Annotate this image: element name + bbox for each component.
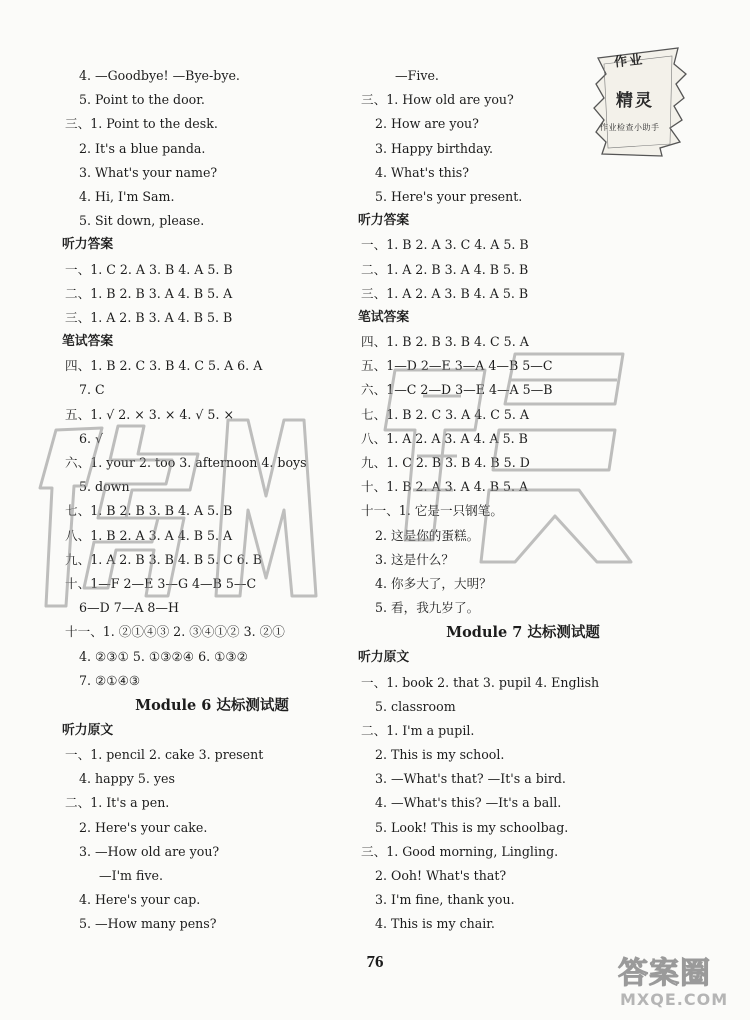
answer-line: 九、1. A 2. B 3. B 4. B 5. C 6. B	[65, 551, 263, 567]
answer-line: 6—D 7—A 8—H	[79, 600, 179, 616]
answer-line: 6. √	[79, 430, 104, 446]
page-number: 76	[366, 952, 384, 971]
answer-line: 四、1. B 2. C 3. B 4. C 5. A 6. A	[65, 358, 263, 374]
answer-line: 3. 这是什么？	[375, 551, 454, 567]
answer-line: 5. 看，我九岁了。	[375, 600, 480, 616]
answer-line: 四、1. B 2. B 3. B 4. C 5. A	[361, 334, 529, 350]
corner-logo-url: MXQE.COM	[620, 990, 729, 1009]
answer-line: 三、1. How old are you?	[361, 92, 514, 108]
section-heading: 听力原文	[62, 722, 114, 738]
answer-line: 三、1. Point to the desk.	[65, 116, 218, 132]
watermark-right	[365, 340, 655, 580]
answer-line: 5. classroom	[375, 698, 456, 714]
answer-line: 3. Happy birthday.	[375, 140, 494, 156]
answer-line: 2. This is my school.	[375, 747, 505, 763]
answer-line: 3. I'm fine, thank you.	[375, 892, 515, 908]
answer-line: 一、1. C 2. A 3. B 4. A 5. B	[65, 261, 233, 277]
answer-line: 3. —What's that? —It's a bird.	[375, 771, 566, 787]
answer-line: 4. —Goodbye! —Bye-bye.	[79, 68, 240, 83]
answer-line: 5. —How many pens?	[79, 916, 217, 932]
answer-line: 三、1. Good morning, Lingling.	[361, 843, 559, 859]
answer-line: 五、1. √ 2. × 3. × 4. √ 5. ×	[65, 406, 235, 422]
answer-line: 3. —How old are you?	[79, 843, 220, 859]
answer-line: 4. Here's your cap.	[79, 892, 201, 908]
answer-line: 2. How are you?	[375, 116, 479, 132]
answer-line: 三、1. A 2. A 3. B 4. A 5. B	[361, 285, 529, 301]
answer-line: 4. Hi, I'm Sam.	[79, 188, 175, 204]
answer-line: 4. happy 5. yes	[79, 771, 175, 787]
answer-line: 一、1. book 2. that 3. pupil 4. English	[361, 674, 600, 690]
answer-line: 二、1. I'm a pupil.	[361, 722, 475, 738]
answer-line: 八、1. B 2. A 3. A 4. B 5. A	[65, 527, 233, 543]
stamp-text-top: 作业	[613, 52, 645, 71]
answer-line: 5. down	[79, 479, 130, 495]
answer-line: —Five.	[395, 68, 439, 83]
corner-logo-title: 答案圈	[618, 956, 711, 991]
answer-line: 八、1. A 2. A 3. A 4. A 5. B	[361, 430, 528, 446]
answer-line: 二、1. It's a pen.	[65, 795, 170, 811]
answer-line: 3. What's your name?	[79, 164, 218, 180]
answer-line: 九、1. C 2. B 3. B 4. B 5. D	[361, 455, 530, 470]
answer-line: 十、1. B 2. A 3. A 4. B 5. A	[361, 479, 529, 495]
module-title: Module 6 达标测试题	[135, 696, 289, 714]
answer-line: 4. ②③① 5. ①③②④ 6. ①③②	[79, 648, 248, 664]
answer-line: 5. Point to the door.	[79, 92, 205, 108]
stamp-text-main: 精灵	[616, 91, 654, 111]
answer-line: 4. 你多大了，大明？	[375, 575, 492, 591]
answer-line: 2. Ooh! What's that?	[375, 868, 507, 883]
module-title: Module 7 达标测试题	[446, 624, 600, 642]
answer-line: 六、1—C 2—D 3—E 4—A 5—B	[361, 382, 553, 398]
answer-line: 一、1. B 2. A 3. C 4. A 5. B	[361, 237, 529, 253]
answer-line: 五、1—D 2—E 3—A 4—B 5—C	[361, 358, 553, 374]
stamp-logo	[590, 44, 690, 160]
answer-line: 六、1. your 2. too 3. afternoon 4. boys	[65, 455, 307, 470]
answer-line: 二、1. A 2. B 3. A 4. B 5. B	[361, 261, 529, 277]
answer-line: 4. What's this?	[375, 164, 469, 180]
answer-line: 十、1—F 2—E 3—G 4—B 5—C	[65, 575, 257, 591]
answer-line: 十一、1. ②①④③ 2. ③④①② 3. ②①	[65, 624, 285, 640]
answer-line: 5. Look! This is my schoolbag.	[375, 819, 569, 835]
section-heading: 听力原文	[358, 650, 410, 666]
answer-line: 4. This is my chair.	[375, 916, 495, 932]
section-heading: 听力答案	[358, 213, 410, 229]
answer-line: 5. Sit down, please.	[79, 213, 205, 229]
watermark-left	[22, 400, 352, 620]
answer-line: 一、1. pencil 2. cake 3. present	[65, 747, 264, 763]
answer-line: —I'm five.	[99, 868, 163, 883]
answer-line: 2. 这是你的蛋糕。	[375, 527, 480, 543]
section-heading: 听力答案	[62, 237, 114, 253]
answer-line: 二、1. B 2. B 3. A 4. B 5. A	[65, 285, 233, 301]
answer-line: 4. —What's this? —It's a ball.	[375, 795, 562, 811]
answer-line: 2. Here's your cake.	[79, 819, 208, 835]
answer-line: 7. C	[79, 382, 105, 398]
answer-line: 十一、1. 它是一只钢笔。	[361, 503, 503, 519]
answer-line: 7. ②①④③	[79, 672, 141, 688]
answer-line: 七、1. B 2. B 3. B 4. A 5. B	[65, 503, 233, 519]
section-heading: 笔试答案	[62, 334, 114, 350]
answer-line: 5. Here's your present.	[375, 188, 523, 204]
corner-logo	[612, 946, 742, 1016]
answer-line: 2. It's a blue panda.	[79, 140, 206, 156]
stamp-text-sub: 作业检查小助手	[600, 123, 660, 132]
section-heading: 笔试答案	[358, 309, 410, 325]
answer-line: 三、1. A 2. B 3. A 4. B 5. B	[65, 309, 233, 325]
answer-line: 七、1. B 2. C 3. A 4. C 5. A	[361, 406, 530, 422]
